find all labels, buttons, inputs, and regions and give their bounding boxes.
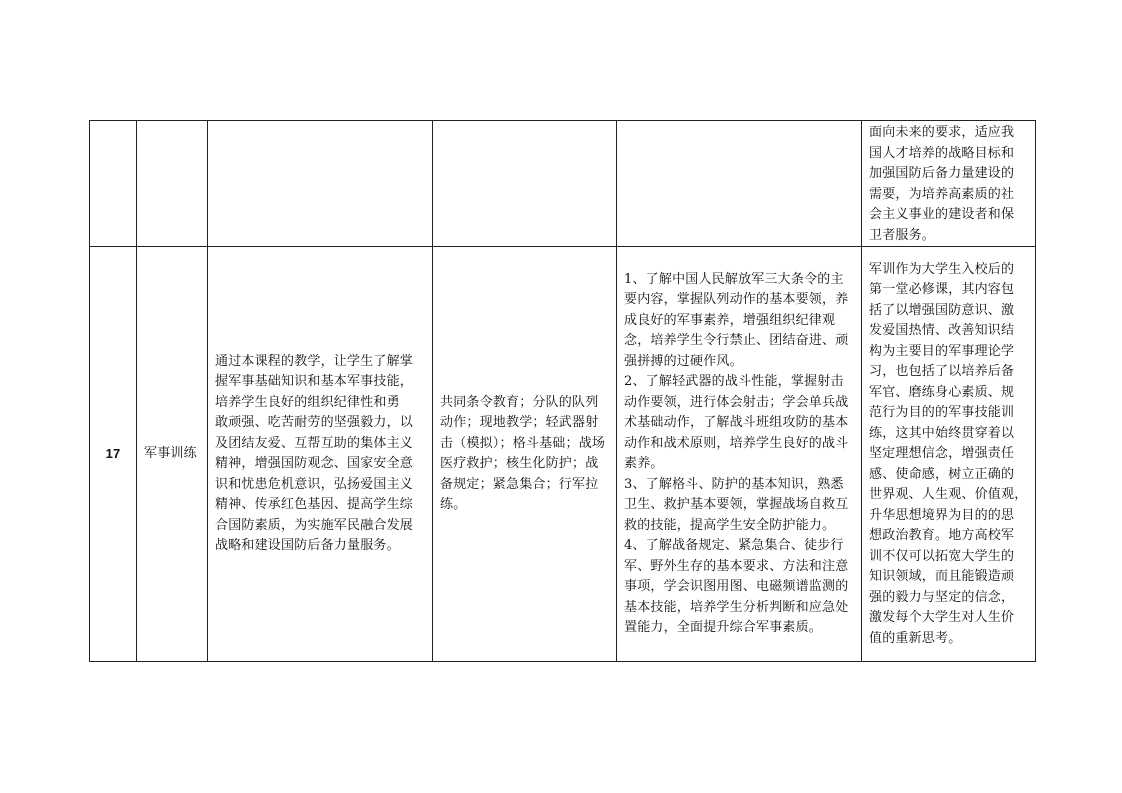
cell-requirements (617, 121, 862, 247)
cell-content (433, 121, 617, 247)
notes-text: 军训作为大学生入校后的 第一堂必修课，其内容包 括了以增强国防意识、激 发爱国热情、改善知识结 构为主要目的军事理论学 习，也包括了以培养后备 军官、磨练身心素质、规 范行为目的的军事技能训 练，这其中始终贯穿着以 坚定理想信念，增强责任 感、使命感，树立正确的 世界观、人生观、价值观， 升华思想境界为目的的思 想政治教育。地方高校军 训不仅可以拓宽大学生的 知识领域，而且能锻造顽 强的毅力与坚定的信念， 激发每个大学生对人生价 值的重新思考。 (869, 261, 1028, 646)
cell-notes (862, 247, 1036, 662)
table-row-continued (90, 121, 1036, 247)
cell-requirements (617, 247, 862, 662)
cell-objectives (208, 247, 433, 662)
cell-number (90, 121, 137, 247)
content-text: 共同条令教育；分队的队列 动作；现地教学；轻武器射 击（模拟）；格斗基础；战场 医疗救护；核生化防护；战 备规定；紧急集合；行军拉 练。 (440, 394, 606, 512)
course-name: 军事训练 (144, 445, 197, 461)
cell-course-name (137, 121, 208, 247)
row-number: 17 (90, 247, 137, 662)
objectives-text: 通过本课程的教学，让学生了解掌 握军事基础知识和基本军事技能， 培养学生良好的组织纪律性和勇 敢顽强、吃苦耐劳的坚强毅力，以 及团结友爱、互帮互助的集体主义 精神，增强国防观念、国家安全意 识和忧患危机意识，弘扬爱国主义 精神、传承红色基因、提高学生综 合国防素质，为实施军民融合发展 战略和建设国防后备力量服务。 (215, 353, 414, 553)
notes-text-continued: 面向未来的要求，适应我 国人才培养的战略目标和 加强国防后备力量建设的 需要，为培养高素质的社 会主义事业的建设者和保 卫者服务。 (869, 125, 1015, 243)
cell-objectives (208, 121, 433, 247)
cell-course-name (137, 247, 208, 662)
course-table (89, 120, 1036, 662)
cell-notes (862, 121, 1036, 247)
cell-content (433, 247, 617, 662)
table-row-17 (90, 247, 1036, 662)
requirements-text: 1、了解中国人民解放军三大条令的主 要内容，掌握队列动作的基本要领，养 成良好的军事素养，增强组织纪律观 念，培养学生令行禁止、团结奋进、顽 强拼搏的过硬作风。 2、了解轻武器的战斗性能，掌握射击 动作要领，进行体会射击；学会单兵战 术基础动作，了解战斗班组攻防的基本 动作和战术原则，培养学生良好的战斗 素养。 3、了解格斗、防护的基本知识，熟悉 卫生、救护基本要领，掌握战场自救互 救的技能，提高学生安全防护能力。 4、了解战备规定、紧急集合、徒步行 军、野外生存的基本要求、方法和注意 事项，学会识图用图、电磁频谱监测的 基本技能，培养学生分析判断和应急处 置能力，全面提升综合军事素质。 (624, 271, 849, 635)
